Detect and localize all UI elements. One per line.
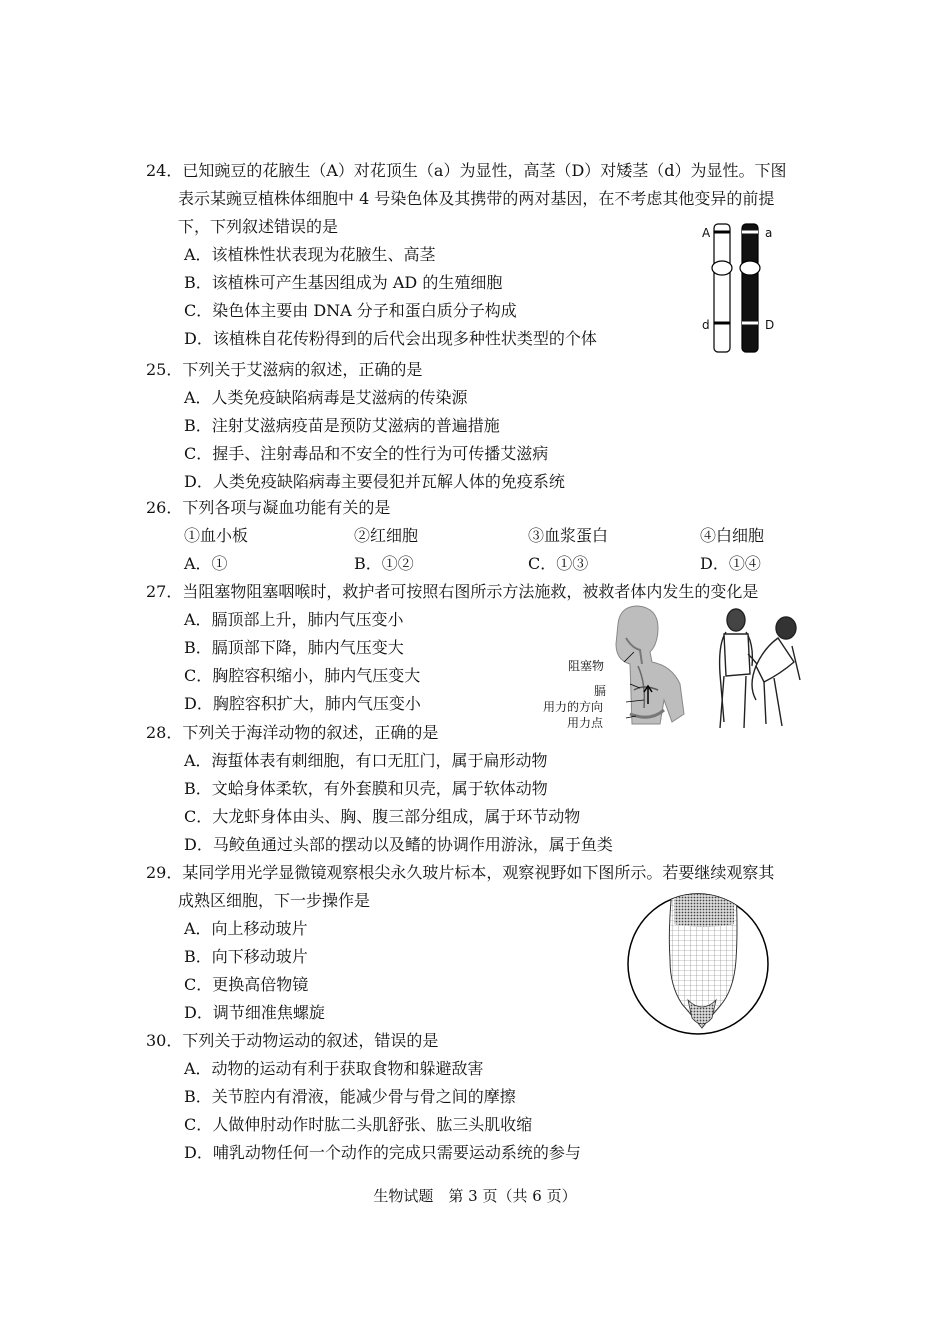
- q25-option-a: A．人类免疫缺陷病毒是艾滋病的传染源: [184, 388, 468, 407]
- q24-option-b: B．该植株可产生基因组成为 AD 的生殖细胞: [184, 273, 503, 292]
- q24-stem-line-2: 表示某豌豆植株体细胞中 4 号染色体及其携带的两对基因，在不考虑其他变异的前提: [178, 189, 775, 208]
- page-footer: 生物试题 第 3 页（共 6 页）: [373, 1187, 577, 1205]
- q24-option-d: D．该植株自花传粉得到的后代会出现多种性状类型的个体: [184, 329, 597, 348]
- q26-item-1: ①血小板: [184, 526, 249, 545]
- q30-stem: 30．下列关于动物运动的叙述，错误的是: [146, 1031, 439, 1050]
- q28-option-a: A．海蜇体表有刺细胞，有口无肛门，属于扁形动物: [184, 751, 548, 770]
- anatomy-illustration: [616, 606, 684, 724]
- q26-option-c: C．①③: [528, 554, 589, 573]
- q30-option-c: C．人做伸肘动作时肱二头肌舒张、肱三头肌收缩: [184, 1115, 533, 1134]
- q26-option-a: A．①: [184, 554, 228, 573]
- gene-label-a: a: [765, 226, 773, 240]
- q26-option-b: B．①②: [354, 554, 414, 573]
- q24-stem-line-3: 下，下列叙述错误的是: [178, 217, 339, 236]
- microscope-view-figure: [624, 890, 774, 1038]
- q30-option-d: D．哺乳动物任何一个动作的完成只需要运动系统的参与: [184, 1143, 581, 1162]
- q28-option-b: B．文蛤身体柔软，有外套膜和贝壳，属于软体动物: [184, 779, 548, 798]
- q29-stem-line-1: 29．某同学用光学显微镜观察根尖永久玻片标本，观察视野如下图所示。若要继续观察其: [146, 863, 775, 882]
- gene-label-D: D: [765, 318, 775, 332]
- q25-option-d: D．人类免疫缺陷病毒主要侵犯并瓦解人体的免疫系统: [184, 472, 565, 491]
- chromosome-black: [742, 224, 758, 352]
- q25-option-c: C．握手、注射毒品和不安全的性行为可传播艾滋病: [184, 444, 549, 463]
- gene-label-d: d: [702, 318, 710, 332]
- q27-stem: 27．当阻塞物阻塞咽喉时，救护者可按照右图所示方法施救，被救者体内发生的变化是: [146, 582, 759, 601]
- q28-option-c: C．大龙虾身体由头、胸、腹三部分组成，属于环节动物: [184, 807, 581, 826]
- q29-option-a: A．向上移动玻片: [184, 919, 308, 938]
- q24-option-a: A．该植株性状表现为花腋生、高茎: [184, 245, 436, 264]
- q28-stem: 28．下列关于海洋动物的叙述，正确的是: [146, 723, 439, 742]
- q26-option-d: D．①④: [700, 554, 761, 573]
- q26-item-4: ④白细胞: [700, 526, 765, 545]
- q30-option-b: B．关节腔内有滑液，能减少骨与骨之间的摩擦: [184, 1087, 516, 1106]
- q26-stem: 26．下列各项与凝血功能有关的是: [146, 498, 391, 517]
- q25-option-b: B．注射艾滋病疫苗是预防艾滋病的普遍措施: [184, 416, 500, 435]
- q29-stem-line-2: 成熟区细胞，下一步操作是: [178, 891, 371, 910]
- q30-option-a: A．动物的运动有利于获取食物和躲避敌害: [184, 1059, 484, 1078]
- label-obstruction: 阻塞物: [568, 659, 605, 673]
- q24-stem-line-1: 24．已知豌豆的花腋生（A）对花顶生（a）为显性，高茎（D）对矮茎（d）为显性。下图: [146, 161, 787, 180]
- label-force-direction: 用力的方向: [543, 700, 604, 714]
- q26-item-3: ③血浆蛋白: [528, 526, 609, 545]
- chromosome-white: [714, 224, 730, 352]
- q27-option-c: C．胸腔容积缩小，肺内气压变大: [184, 666, 421, 685]
- q29-option-d: D．调节细准焦螺旋: [184, 1003, 325, 1022]
- q25-stem: 25．下列关于艾滋病的叙述，正确的是: [146, 360, 423, 379]
- label-diaphragm: 膈: [594, 684, 607, 698]
- q27-option-a: A．膈顶部上升，肺内气压变小: [184, 610, 404, 629]
- q27-option-b: B．膈顶部下降，肺内气压变大: [184, 638, 404, 657]
- q28-option-d: D．马鲛鱼通过头部的摆动以及鳍的协调作用游泳，属于鱼类: [184, 835, 613, 854]
- label-force-point: 用力点: [567, 716, 604, 730]
- q24-option-c: C．染色体主要由 DNA 分子和蛋白质分子构成: [184, 301, 517, 320]
- victim-illustration: [752, 617, 800, 726]
- centromere-white: [712, 261, 732, 275]
- q26-item-2: ②红细胞: [354, 526, 419, 545]
- centromere-black: [740, 261, 760, 275]
- q29-option-c: C．更换高倍物镜: [184, 975, 309, 994]
- q27-option-d: D．胸腔容积扩大，肺内气压变小: [184, 694, 421, 713]
- gene-label-A: A: [702, 226, 711, 240]
- q29-option-b: B．向下移动玻片: [184, 947, 308, 966]
